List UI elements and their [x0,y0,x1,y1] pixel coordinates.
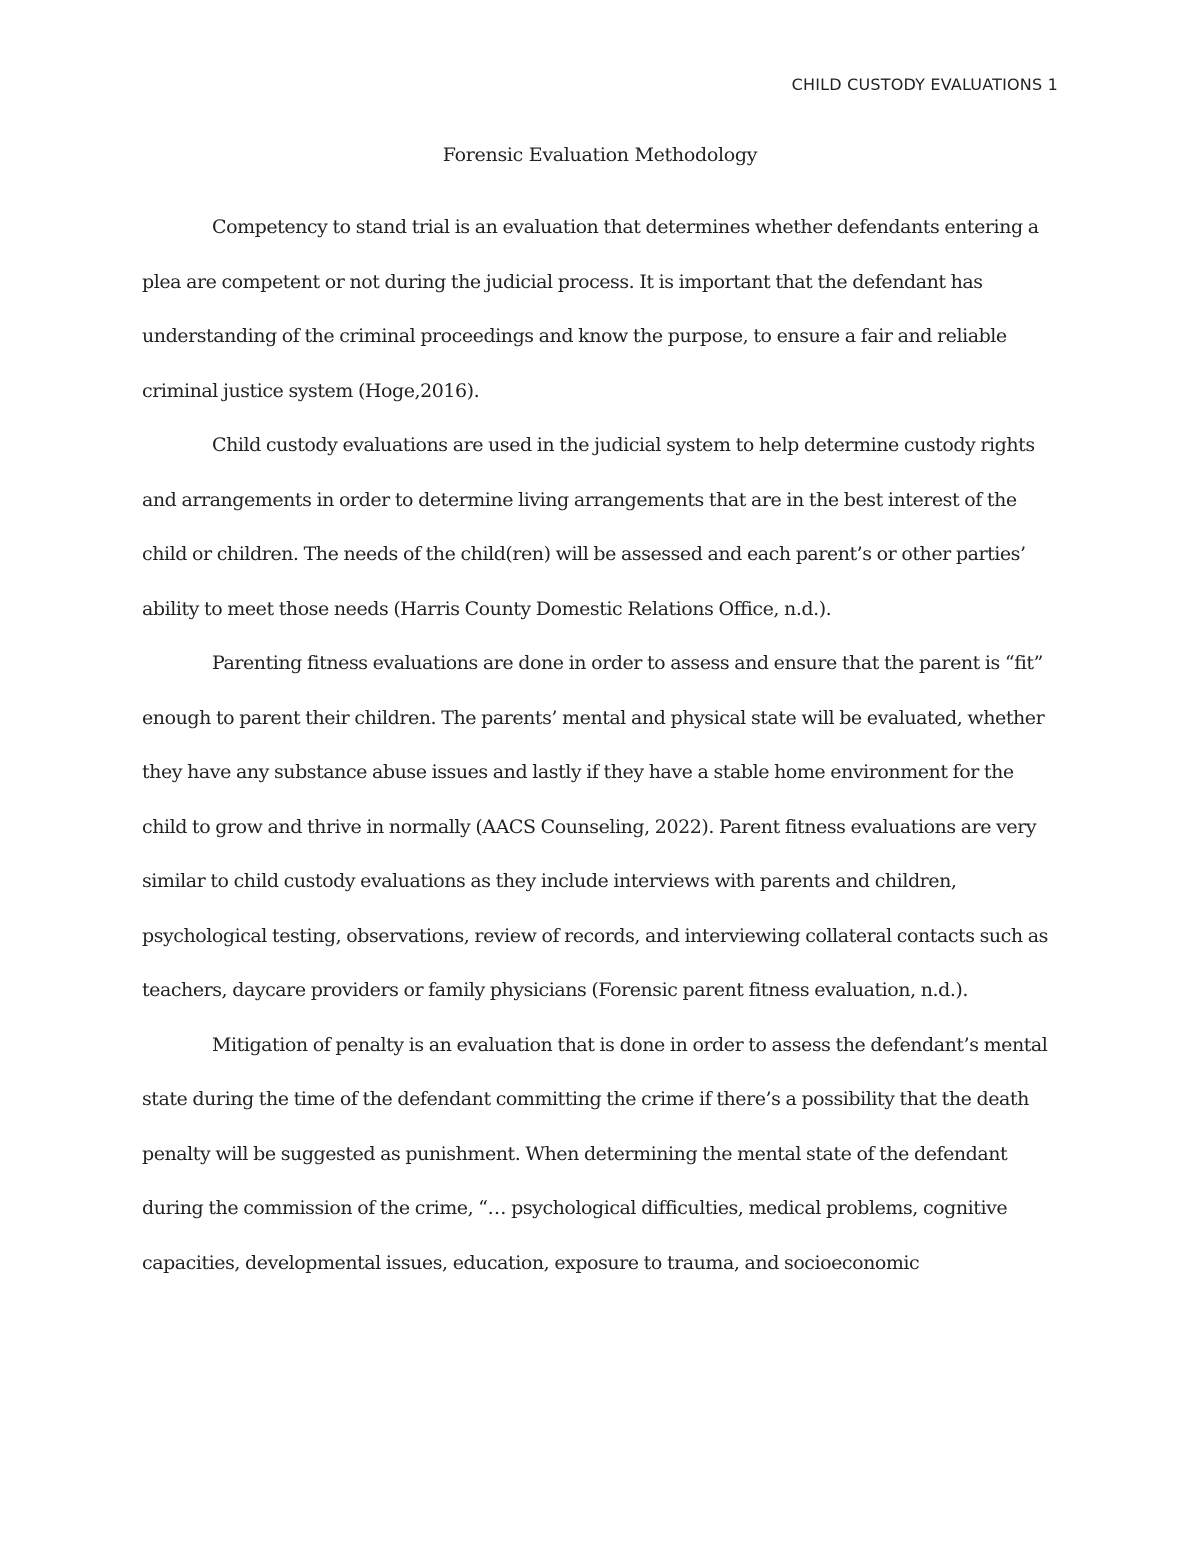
paragraph-parenting-fitness: Parenting fitness evaluations are done in order to assess and ensure that the parent is “fit” enough to parent their children. The parents’ mental and physical state will be evaluated, whether they have any substance abuse issues and lastly if they have a stable home environment for the child to grow and thrive in normally (AACS Counseling, 2022). Parent fitness evaluations are very similar to child custody evaluations as they include interviews with parents and children, psychological testing, observations, review of records, and interviewing collateral contacts such as teachers, daycare providers or family physicians (Forensic parent fitness evaluation, n.d.). [142,652,1048,1001]
running-head: CHILD CUSTODY EVALUATIONS 1 [791,75,1058,94]
paragraph-mitigation: Mitigation of penalty is an evaluation that is done in order to assess the defendant’s mental state during the time of the defendant committing the crime if there’s a possibility that the death penalty will be suggested as punishment. When determining the mental state of the defendant during the commission of the crime, “… psychological difficulties, medical problems, cognitive capacities, developmental issues, education, exposure to trauma, and socioeconomic [142,1033,1048,1274]
document-title: Forensic Evaluation Methodology [442,144,758,166]
body-text [142,200,1058,1290]
paragraph-child-custody: Child custody evaluations are used in the judicial system to help determine custody rights and arrangements in order to determine living arrangements that are in the best interest of the child or children. The needs of the child(ren) will be assessed and each parent’s or other parties’ ability to meet those needs (Harris County Domestic Relations Office, n.d.). [142,434,1035,620]
paragraph-competency: Competency to stand trial is an evaluation that determines whether defendants entering a plea are competent or not during the judicial process. It is important that the defendant has understanding of the criminal proceedings and know the purpose, to ensure a fair and reliable criminal justice system (Hoge,2016). [142,216,1039,402]
